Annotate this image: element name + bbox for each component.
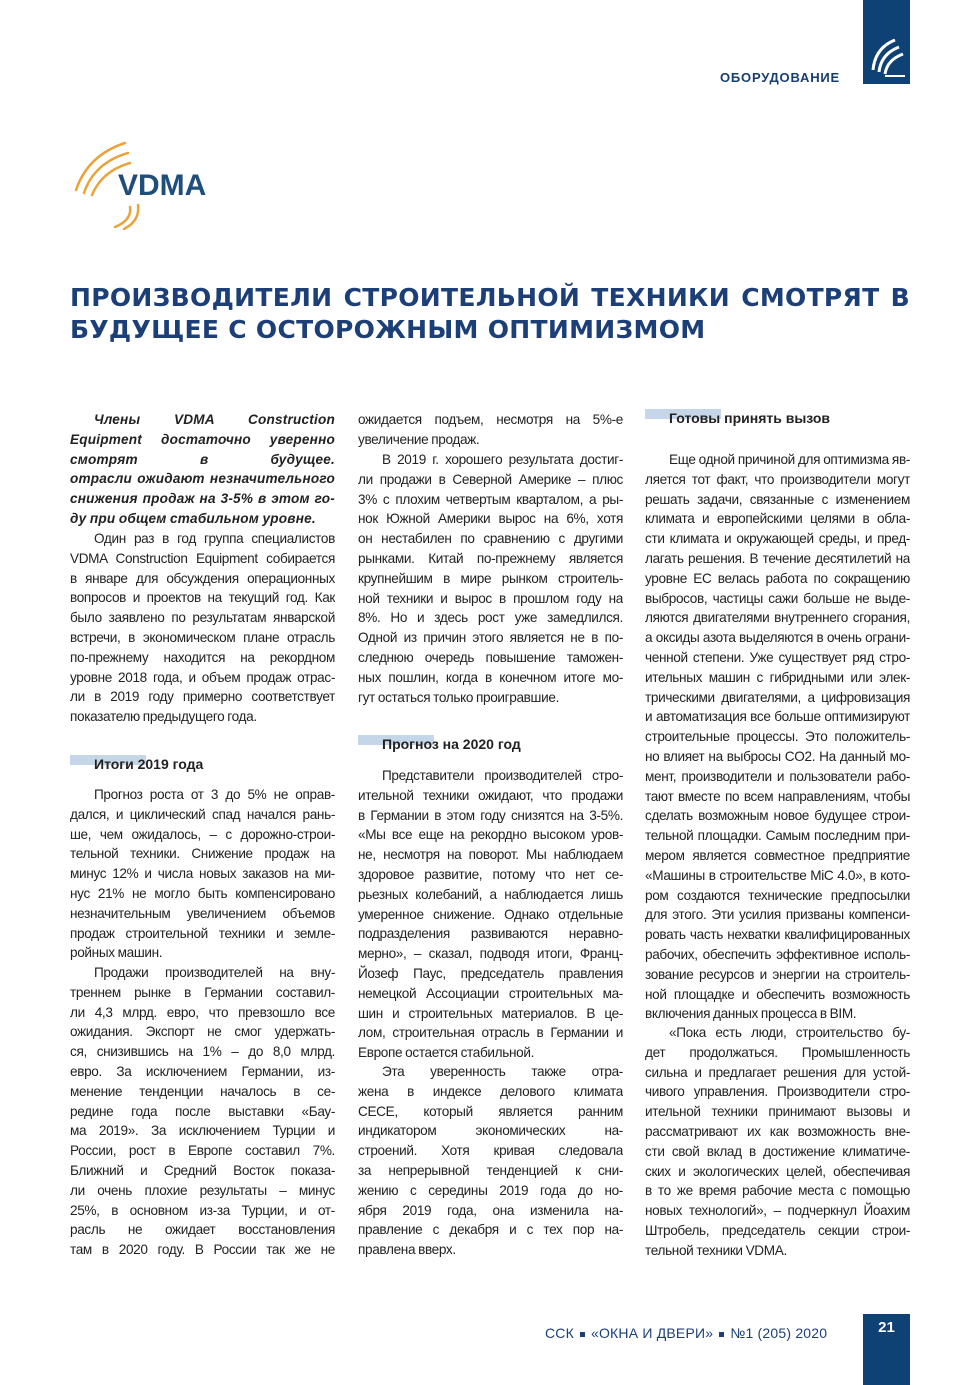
text-line: выбросов, частицы сажи больше не выде- — [645, 590, 910, 606]
text-line: ма 2019». За исключением Турции и — [70, 1123, 335, 1139]
text-line: ли продажи в Северной Америке – плюс — [358, 471, 623, 487]
text-line: Эта уверенность также отра- — [382, 1064, 623, 1079]
text-line: «Пока есть люди, строительство бу- — [669, 1025, 910, 1040]
heading-text: Прогноз на 2020 год — [382, 736, 521, 752]
text-line: лагать решения. В течение десятилетий на — [645, 550, 910, 566]
footer-publisher: ССК — [545, 1325, 574, 1341]
text-line: рабочих, обеспечить эффективное исполь- — [645, 946, 910, 962]
text-line: ожидается подъем, несмотря на 5%-е — [358, 412, 623, 427]
text-line: решать задачи, связанные с изменением — [645, 491, 910, 507]
paragraph — [358, 766, 623, 1063]
text-line: сти свой вклад в достижение климатиче- — [645, 1143, 910, 1159]
paragraph — [645, 450, 910, 1024]
text-line: дет продолжаться. Промышленность — [645, 1044, 910, 1060]
text-line: менение тенденции началось в се- — [70, 1083, 335, 1099]
text-line: Еще одной причиной для оптимизма яв- — [669, 452, 910, 467]
text-line: ром создаются технические предпосылки — [645, 887, 910, 903]
text-line: «Машины в строительстве MiC 4.0», в кото- — [645, 867, 910, 883]
text-line: Европе остается стабильной. — [358, 1045, 535, 1061]
paragraph — [358, 410, 623, 450]
bullet-separator — [580, 1332, 585, 1337]
text-line: там в 2020 году. В России так же не — [70, 1242, 335, 1258]
footer-magazine: «ОКНА И ДВЕРИ» — [590, 1325, 714, 1341]
text-line: В 2019 г. хорошего результата достиг- — [382, 452, 623, 467]
text-line: снижения продаж на 3-5% в этом го- — [70, 491, 335, 507]
text-line: тельной площадки. Самым последним при- — [645, 828, 910, 844]
text-line: а оксиды азота выделяются в очень ограни- — [645, 630, 910, 646]
text-line: правление с декабря и с тех пор на- — [358, 1222, 623, 1238]
text-line: Члены VDMA Construction — [94, 412, 335, 427]
text-line: Штробель, председатель секции строи- — [645, 1222, 910, 1238]
text-line: Прогноз роста от 3 до 5% не оправ- — [94, 787, 335, 802]
text-line: «Мы все еще на рекордно высоком уров- — [358, 827, 623, 843]
paragraph — [70, 529, 335, 727]
text-line: ной техники и вырос в прошлом году на — [358, 590, 623, 606]
text-line: России, рост в Европе составил 7%. — [70, 1143, 335, 1159]
text-line: редине года после выставки «Бау- — [70, 1103, 335, 1119]
text-line: Ближний и Средний Восток показа- — [70, 1162, 335, 1178]
text-line: ляются двигателями внутреннего сгорания, — [645, 610, 910, 626]
text-line: 3% с плохим четвертым кварталом, а ры- — [358, 491, 623, 507]
section-tab — [863, 0, 910, 84]
text-line: рьезных колебаний, а наблюдается лишь — [358, 886, 623, 902]
section-heading — [358, 734, 521, 754]
text-line: умеренное снижение. Однако отдельные — [358, 906, 623, 922]
text-line: нок Южной Америки вырос на 6%, хотя — [358, 511, 623, 527]
text-line: жена в индексе делового климата — [358, 1083, 623, 1099]
text-line: ительной техники принимают вызовы и — [645, 1104, 910, 1120]
text-line: здоровое развитие, потому что нет се- — [358, 866, 623, 882]
text-line: тельной техники VDMA. — [645, 1242, 787, 1258]
footer-journal — [545, 1325, 827, 1341]
text-line: в январе для обсуждения операционных — [70, 570, 335, 586]
text-line: ли в 2019 году примерно соответствует — [70, 689, 335, 705]
text-line: незначительным увеличением объемов — [70, 905, 335, 921]
text-line: но влияет на выбросы CO2. На данный мо- — [645, 748, 910, 764]
title-line: ПРОИЗВОДИТЕЛИ СТРОИТЕЛЬНОЙ ТЕХНИКИ СМОТРЯТ В — [70, 283, 910, 312]
text-line: было заявлено по результатам январской — [70, 610, 335, 626]
text-line: крупнейшим в мире рынком строитель- — [358, 570, 623, 586]
text-line: ровать часть нехватки квалифицированных — [645, 927, 910, 943]
vdma-logo — [70, 135, 220, 230]
text-line: для этого. Эти усилия призваны компенси- — [645, 907, 910, 923]
text-line: мером является совместное предприятие — [645, 847, 910, 863]
page-number: 21 — [878, 1319, 895, 1336]
paragraph — [358, 1062, 623, 1260]
article-title — [70, 282, 910, 346]
text-line: Одной из причин этого является не в по- — [358, 630, 623, 646]
text-line: трическими двигателями, а цифровизация — [645, 689, 910, 705]
text-line: продаж строительной техники и земле- — [70, 925, 335, 941]
text-line: ли 4,3 млрд. евро, что превзошло все — [70, 1004, 335, 1020]
text-line: Представители производителей стро- — [382, 768, 623, 783]
text-line: тают вместе по всем направлениям, чтобы — [645, 788, 910, 804]
text-line: увеличение продаж. — [358, 431, 480, 447]
text-line: включения данных процесса в BIM. — [645, 1006, 857, 1022]
text-line: сти климата и окружающей среды, и пред- — [645, 531, 910, 547]
text-line: ся, снизившись на 1% – до 8,0 млрд. — [70, 1044, 335, 1060]
text-line: CECE, который является ранним — [358, 1103, 623, 1119]
text-line: ября 2019 года, она изменила на- — [358, 1202, 623, 1218]
section-heading — [70, 754, 203, 774]
text-line: правлена вверх. — [358, 1242, 456, 1258]
text-line: ду при общем стабильном уровне. — [70, 510, 316, 526]
text-line: дался, и циклический спад начался рань- — [70, 806, 335, 822]
text-line: рынками. Китай по-прежнему является — [358, 550, 623, 566]
paragraph — [70, 785, 335, 963]
text-line: ных пошлин, когда в конечном итоге мо- — [358, 669, 623, 685]
text-line: следнюю очередь повышение таможен- — [358, 649, 623, 665]
text-line: жению с середины 2019 года до но- — [358, 1182, 623, 1198]
text-line: 8%. Но и здесь рост уже замедлился. — [358, 610, 623, 626]
text-line: мент, производители и пользователи рабо- — [645, 768, 910, 784]
text-line: уровне ЕС велась работа по сокращению — [645, 570, 910, 586]
text-line: гут остаться только проигравшие. — [358, 689, 559, 705]
text-line: сильна и предлагает решения для устой- — [645, 1064, 910, 1080]
page-number-tab — [863, 1314, 910, 1385]
text-line: треннем рынке в Германии составил- — [70, 984, 335, 1000]
text-line: нус 21% не могло быть компенсировано — [70, 885, 335, 901]
text-line: лом, строительная отрасль в Германии и — [358, 1025, 623, 1041]
text-line: шин и строительных материалов. В це- — [358, 1005, 623, 1021]
heading-text: Итоги 2019 года — [94, 756, 204, 772]
text-line: по-прежнему находится на рекордном — [70, 649, 335, 665]
text-line: уровне 2018 года, и объем продаж отрас- — [70, 669, 335, 685]
text-line: чивого управления. Производители стро- — [645, 1084, 910, 1100]
text-line: он нестабилен по сравнению с другими — [358, 531, 623, 547]
text-line: ли очень плохие результаты – минус — [70, 1182, 335, 1198]
text-line: и автоматизация все больше оптимизируют — [645, 709, 910, 725]
text-line: VDMA Construction Equipment собирается — [70, 550, 335, 566]
text-line: немецкой Ассоциации строительных ма- — [358, 985, 623, 1001]
paragraph — [358, 450, 623, 707]
text-line: вопросов и проектов на текущий год. Как — [70, 590, 335, 606]
text-line: индикатором экономических на- — [358, 1123, 623, 1139]
title-line: БУДУЩЕЕ С ОСТОРОЖНЫМ ОПТИМИЗМОМ — [70, 315, 706, 344]
text-line: климата и европейскими целями в обла- — [645, 511, 910, 527]
section-heading — [645, 408, 830, 428]
text-line: в то же время рабочие места с помощью — [645, 1183, 910, 1199]
text-line: ожидания. Экспорт не смог удержать- — [70, 1024, 335, 1040]
text-line: подразделения развиваются неравно- — [358, 926, 623, 942]
text-line: зование ресурсов и энергии на строитель- — [645, 966, 910, 982]
text-line: смотрят в будущее. — [70, 451, 335, 467]
vdma-logo-text: VDMA — [118, 169, 207, 202]
text-line: ляется тот факт, что производители могут — [645, 471, 910, 487]
bullet-separator — [719, 1332, 724, 1337]
text-line: Продажи производителей на вну- — [94, 965, 335, 980]
text-line: евро. За исключением Германии, из- — [70, 1063, 335, 1079]
text-line: минус 12% и числа новых заказов на ми- — [70, 866, 335, 882]
paragraph — [645, 1023, 910, 1261]
text-line: ройных машин. — [70, 945, 163, 961]
text-line: показателю предыдущего года. — [70, 709, 257, 725]
text-line: тельной техники. Снижение продаж на — [70, 846, 335, 862]
text-line: в Германии в этом году снизятся на 3-5%. — [358, 807, 623, 823]
text-line: ше, чем ожидалось, – с дорожно-строи- — [70, 826, 335, 842]
text-line: новых технологий», – подчеркнул Йоахим — [645, 1203, 910, 1219]
text-line: строительные процессы. Это положитель- — [645, 729, 910, 745]
text-line: Йозеф Паус, председатель правления — [358, 965, 623, 981]
footer-issue: №1 (205) 2020 — [730, 1325, 828, 1341]
text-line: отрасли ожидают незначительного — [70, 471, 335, 487]
text-line: сделать возможным новое будущее строи- — [645, 808, 910, 824]
text-line: 25%, в основном из-за Турции, и от- — [70, 1202, 335, 1218]
paragraph — [70, 963, 335, 1260]
text-line: не, несмотря на поворот. Мы наблюдаем — [358, 847, 623, 863]
text-line: ских и экологических целей, обеспечивая — [645, 1163, 910, 1179]
text-line: расль не ожидает восстановления — [70, 1222, 335, 1238]
heading-text: Готовы принять вызов — [669, 410, 831, 426]
text-line: ительных машин с гибридными или элек- — [645, 669, 910, 685]
text-line: встречи, в экономическом плане отрасль — [70, 629, 335, 645]
lead-paragraph — [70, 410, 335, 529]
text-line: мерно», – сказал, подводя итоги, Франц- — [358, 946, 623, 962]
text-line: за непрерывной тенденцией к сни- — [358, 1162, 623, 1178]
text-line: Equipment достаточно уверенно — [70, 431, 335, 447]
text-line: Один раз в год группа специалистов — [94, 531, 335, 546]
text-line: рассматривают их как возможность вне- — [645, 1123, 910, 1139]
section-label: ОБОРУДОВАНИЕ — [720, 70, 840, 85]
text-line: ительной техники ожидают, что продажи — [358, 787, 623, 803]
text-line: строений. Хотя кривая следовала — [358, 1143, 623, 1159]
text-line: ченной степени. Уже существует ряд стро- — [645, 649, 910, 665]
text-line: ной площадке и обеспечить возможность — [645, 986, 910, 1002]
magazine-logo-icon — [863, 0, 910, 84]
